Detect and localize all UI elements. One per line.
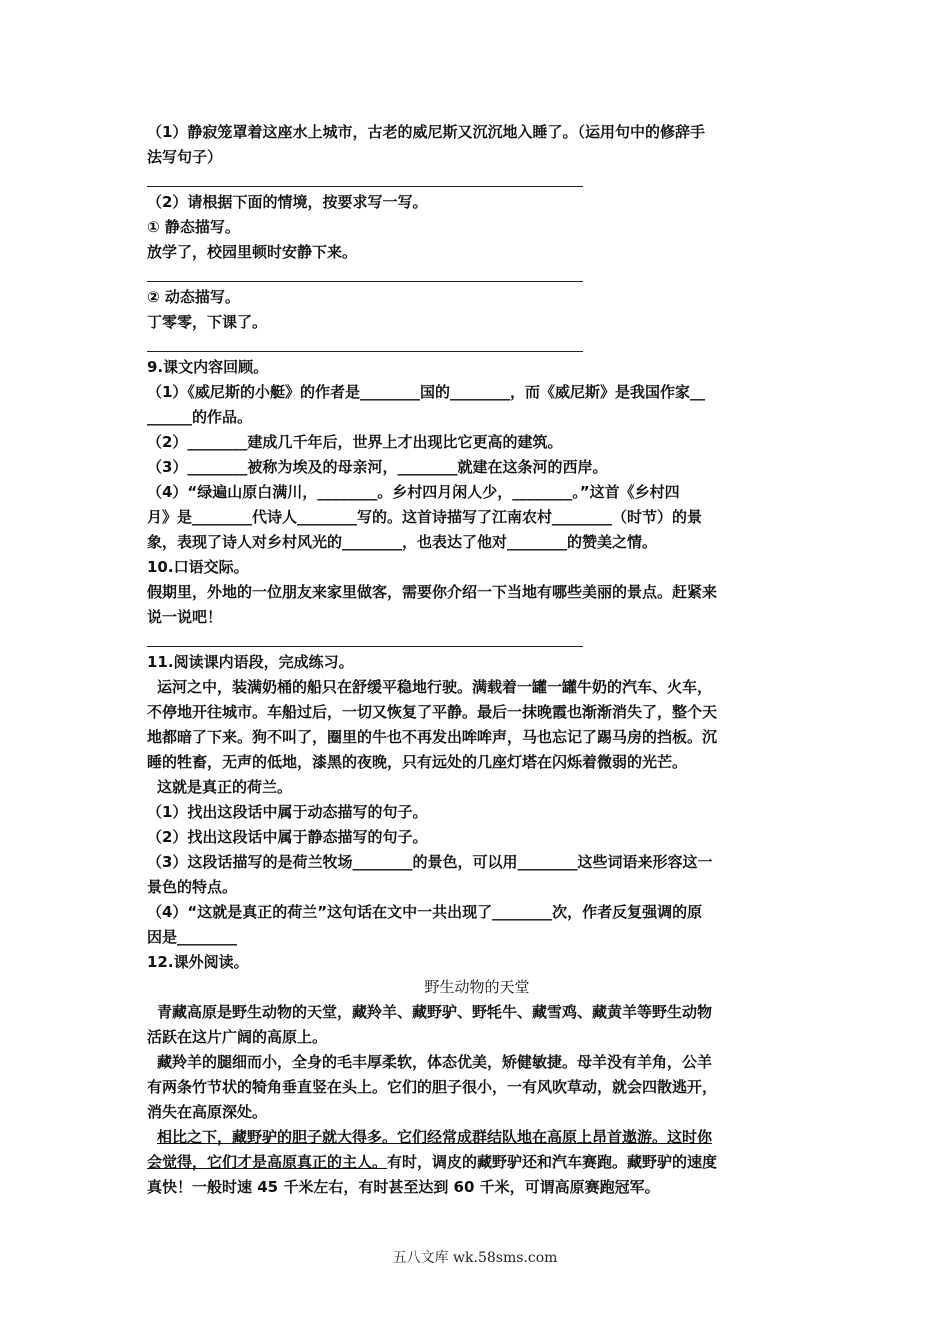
q11-3-line2: 景色的特点。 xyxy=(147,878,238,896)
article-line: 藏羚羊的腿细而小，全身的毛丰厚柔软，体态优美，矫健敏捷。母羊没有羊角，公羊 xyxy=(157,1053,713,1071)
answer-line[interactable] xyxy=(147,281,583,282)
passage-line: 地都暗了下来。狗不叫了，圈里的牛也不再发出哞哞声，马也忘记了踢马房的挡板。沉 xyxy=(147,728,718,746)
passage-line: 这就是真正的荷兰。 xyxy=(157,778,293,796)
article-line-mixed xyxy=(147,1150,807,1175)
passage-line: 不停地开往城市。车船过后，一切又恢复了平静。最后一抹晚霞也渐渐消失了，整个天 xyxy=(147,703,718,721)
article-title: 野生动物的天堂 xyxy=(424,978,530,996)
q9-4-line3: 象，表现了诗人对乡村风光的________，也表达了他对________的赞美之情。 xyxy=(147,533,658,551)
article-line: 真快！一般时速 45 千米左右，有时甚至达到 60 千米，可谓高原赛跑冠军。 xyxy=(147,1178,660,1196)
q8-2-static-text: 放学了，校园里顿时安静下来。 xyxy=(147,243,358,261)
article-line: 青藏高原是野生动物的天堂，藏羚羊、藏野驴、野牦牛、藏雪鸡、藏黄羊等野生动物 xyxy=(157,1003,713,1021)
answer-line[interactable] xyxy=(147,646,583,647)
article-underlined-line: 相比之下，藏野驴的胆子就大得多。它们经常成群结队地在高原上昂首遨游。这时你 xyxy=(157,1128,713,1146)
q9-1-line2: ______的作品。 xyxy=(147,408,253,426)
q11-2: （2）找出这段话中属于静态描写的句子。 xyxy=(147,828,428,846)
q11-1: （1）找出这段话中属于动态描写的句子。 xyxy=(147,803,428,821)
passage-line: 睡的牲畜，无声的低地，漆黑的夜晚，只有远处的几座灯塔在闪烁着微弱的光芒。 xyxy=(147,753,688,771)
q10-line2: 说一说吧！ xyxy=(147,608,223,626)
q11-4-line2: 因是________ xyxy=(147,928,238,946)
article-line: 消失在高原深处。 xyxy=(147,1103,268,1121)
document-page xyxy=(147,120,807,1200)
q11-heading: 11.阅读课内语段，完成练习。 xyxy=(147,653,354,671)
q8-1-line1: （1）静寂笼罩着这座水上城市，古老的威尼斯又沉沉地入睡了。（运用句中的修辞手 xyxy=(147,123,705,141)
article-fragment: 有时，调皮的藏野驴还和汽车赛跑。藏野驴的速度 xyxy=(387,1153,718,1171)
q12-heading: 12.课外阅读。 xyxy=(147,953,249,971)
q9-2: （2）________建成几千年后，世界上才出现比它更高的建筑。 xyxy=(147,433,563,451)
q8-2: （2）请根据下面的情境，按要求写一写。 xyxy=(147,193,428,211)
q8-2-static-label: ① 静态描写。 xyxy=(147,218,240,236)
q9-1-line1: （1）《威尼斯的小艇》的作者是________国的________，而《威尼斯》是我国作家__ xyxy=(147,383,705,401)
q11-4-line1: （4）“这就是真正的荷兰”这句话在文中一共出现了________次，作者反复强调的原 xyxy=(147,903,703,921)
q10-line1: 假期里，外地的一位朋友来家里做客，需要你介绍一下当地有哪些美丽的景点。赶紧来 xyxy=(147,583,718,601)
q8-2-dynamic-text: 丁零零，下课了。 xyxy=(147,313,268,331)
answer-line[interactable] xyxy=(147,351,583,352)
q11-3-line1: （3）这段话描写的是荷兰牧场________的景色，可以用________这些词语来形容这一 xyxy=(147,853,713,871)
q10-heading: 10.口语交际。 xyxy=(147,558,249,576)
footer-watermark: 五八文库 wk.58sms.com xyxy=(392,1250,558,1266)
q9-4-line1: （4）“绿遍山原白满川，________。乡村四月闲人少，________。”这首《乡村四 xyxy=(147,483,680,501)
q8-2-dynamic-label: ② 动态描写。 xyxy=(147,288,240,306)
q9-3: （3）________被称为埃及的母亲河，________就建在这条河的西岸。 xyxy=(147,458,608,476)
q8-1-line2: 法写句子） xyxy=(147,148,223,166)
passage-line: 运河之中，装满奶桶的船只在舒缓平稳地行驶。满载着一罐一罐牛奶的汽车、火车， xyxy=(157,678,713,696)
article-underlined-fragment: 会觉得，它们才是高原真正的主人。 xyxy=(147,1153,388,1171)
answer-line[interactable] xyxy=(147,186,583,187)
q9-heading: 9.课文内容回顾。 xyxy=(147,358,269,376)
q9-4-line2: 月》是________代诗人________写的。这首诗描写了江南农村________（时节）的景 xyxy=(147,508,703,526)
article-line: 有两条竹节状的犄角垂直竖在头上。它们的胆子很小，一有风吹草动，就会四散逃开， xyxy=(147,1078,718,1096)
article-line: 活跃在这片广阔的高原上。 xyxy=(147,1028,328,1046)
